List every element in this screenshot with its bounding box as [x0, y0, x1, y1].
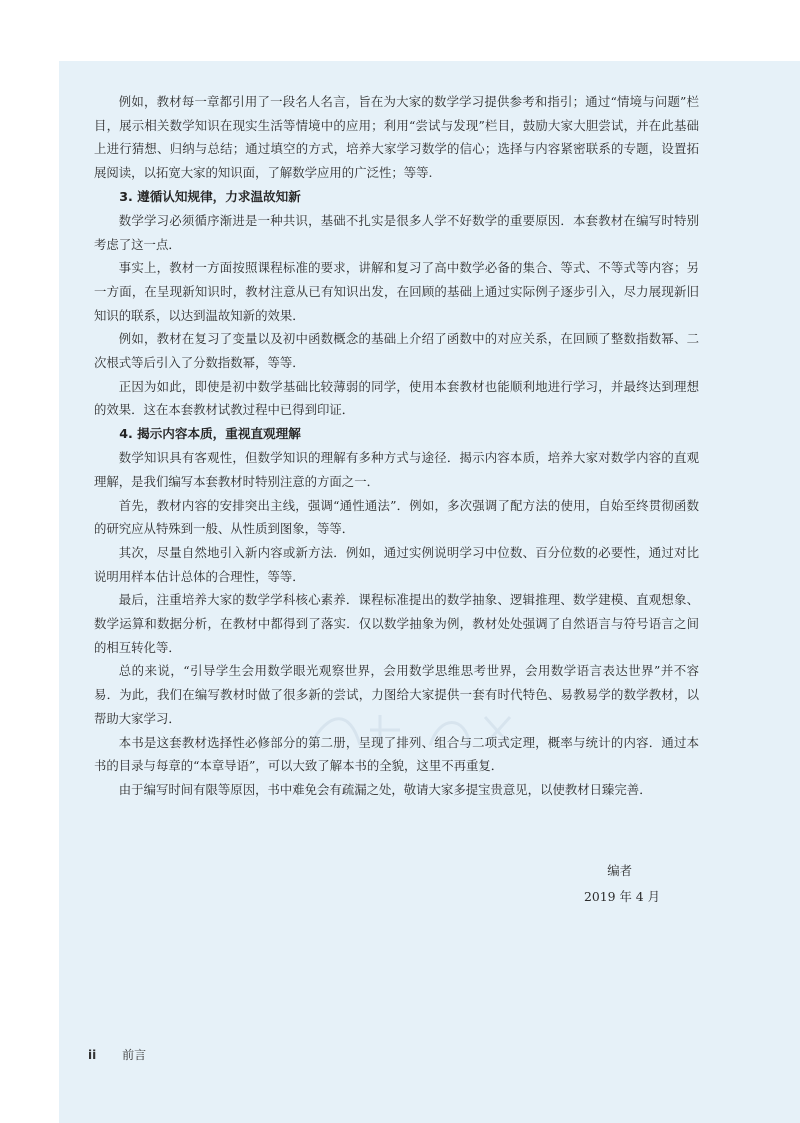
paragraph: 正因为如此，即使是初中数学基础比较薄弱的同学，使用本套教材也能顺利地进行学习，并最终达到理想的效果．这在本套教材试教过程中已得到印证． [94, 378, 699, 418]
page-number: ii [88, 1048, 97, 1062]
paragraph: 例如，教材每一章都引用了一段名人名言，旨在为大家的数学学习提供参考和指引；通过“情境与问题”栏目，展示相关数学知识在现实生活等情境中的应用；利用“尝试与发现”栏目，鼓励大家大胆尝试，并在此基础上进行猜想、归纳与总结；通过填空的方式，培养大家学习数学的信心；选择与内容紧密联系的专题，设置拓展阅读，以拓宽大家的知识面，了解数学应用的广泛性；等等. [94, 94, 699, 181]
section-heading-4: 4. 揭示内容本质，重视直观理解 [119, 426, 301, 442]
signature-author: 编者 [607, 863, 632, 878]
signature-block [500, 858, 660, 910]
paragraph: 其次，尽量自然地引入新内容或新方法．例如，通过实例说明学习中位数、百分位数的必要性，通过对比说明用样本估计总体的合理性，等等． [94, 544, 699, 584]
paragraph: 数学知识具有客观性，但数学知识的理解有多种方式与途径．揭示内容本质，培养大家对数学内容的直观理解，是我们编写本套教材时特别注意的方面之一． [94, 450, 699, 489]
paragraph: 数学学习必须循序渐进是一种共识，基础不扎实是很多人学不好数学的重要原因．本套教材在编写时特别考虑了这一点． [94, 212, 699, 252]
page-footer [88, 1046, 146, 1063]
paragraph: 首先，教材内容的安排突出主线，强调“通性通法”．例如，多次强调了配方法的使用，自始至终贯彻函数的研究应从特殊到一般、从性质到图象，等等． [94, 497, 699, 537]
paragraph: 本书是这套教材选择性必修部分的第二册，呈现了排列、组合与二项式定理，概率与统计的内容．通过本书的目录与每章的“本章导语”，可以大致了解本书的全貌，这里不再重复． [94, 734, 699, 774]
paragraph: 总的来说，“引导学生会用数学眼光观察世界，会用数学思维思考世界，会用数学语言表达世界”并不容易．为此，我们在编写教材时做了很多新的尝试，力图给大家提供一套有时代特色、易教易学的数学教材，以帮助大家学习． [94, 663, 699, 726]
paragraph: 例如，教材在复习了变量以及初中函数概念的基础上介绍了函数中的对应关系，在回顾了整数指数幂、二次根式等后引入了分数指数幂，等等． [94, 331, 699, 371]
paragraph: 事实上，教材一方面按照课程标准的要求，讲解和复习了高中数学必备的集合、等式、不等式等内容；另一方面，在呈现新知识时，教材注意从已有知识出发，在回顾的基础上通过实际例子逐步引入，尽力展现新旧知识的联系，以达到温故知新的效果． [94, 260, 699, 323]
section-heading-3: 3. 遵循认知规律，力求温故知新 [119, 188, 301, 204]
paragraph: 最后，注重培养大家的数学学科核心素养．课程标准提出的数学抽象、逻辑推理、数学建模、直观想象、数学运算和数据分析，在教材中都得到了落实．仅以数学抽象为例，教材处处强调了自然语言与符号语言之间的相互转化等． [94, 592, 699, 655]
paragraph: 由于编写时间有限等原因，书中难免会有疏漏之处，敬请大家多提宝贵意见，以使教材日臻完善． [118, 781, 652, 797]
footer-section-title: 前言 [122, 1048, 147, 1062]
signature-date: 2019 年 4 月 [583, 889, 660, 904]
preface-body [94, 90, 699, 802]
